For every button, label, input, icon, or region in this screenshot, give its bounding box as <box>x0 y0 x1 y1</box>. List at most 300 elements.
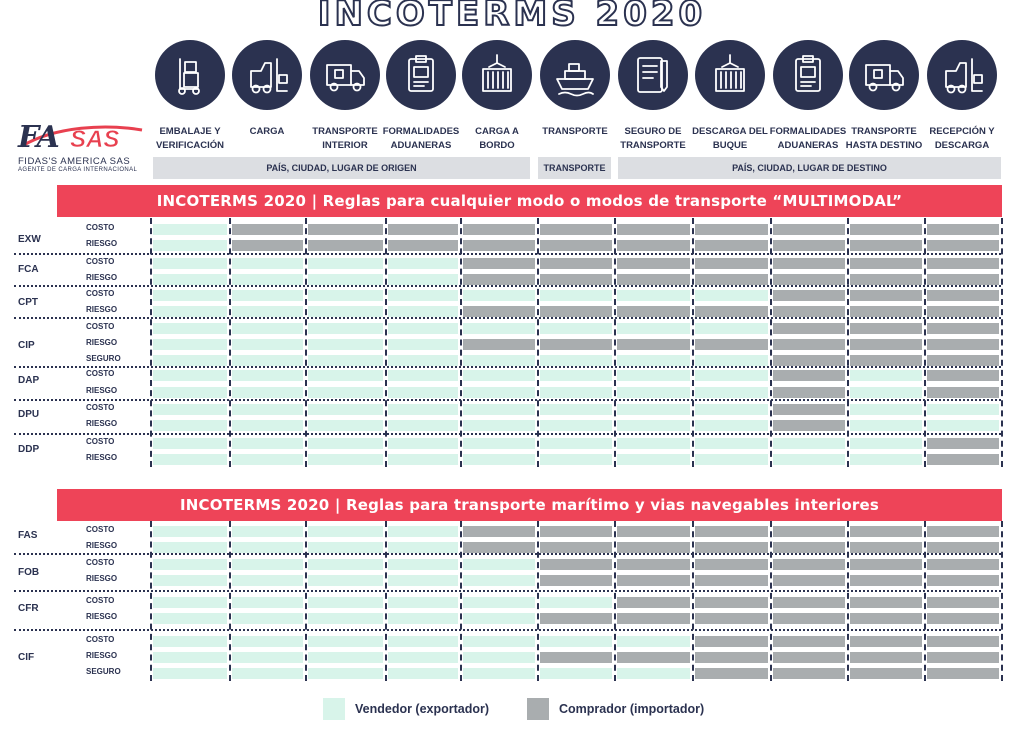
seller-cell <box>388 323 458 334</box>
seller-cell <box>540 323 612 334</box>
buyer-cell <box>617 224 690 235</box>
seller-cell <box>232 420 303 431</box>
seller-cell <box>388 306 458 317</box>
seller-cell <box>463 404 535 415</box>
buyer-cell <box>773 370 845 381</box>
buyer-cell <box>388 224 458 235</box>
seller-cell <box>153 274 227 285</box>
buyer-cell <box>773 526 845 537</box>
seller-cell <box>388 355 458 366</box>
row-label: RIESGO <box>86 419 118 428</box>
incoterm-code: DAP <box>18 375 40 386</box>
buyer-cell <box>773 355 845 366</box>
buyer-cell <box>617 613 690 624</box>
buyer-cell <box>540 542 612 553</box>
buyer-cell <box>540 526 612 537</box>
row-label: RIESGO <box>86 612 118 621</box>
buyer-cell <box>773 339 845 350</box>
grid-vline <box>847 218 849 467</box>
seller-cell <box>153 575 227 586</box>
seller-cell <box>388 290 458 301</box>
seller-cell <box>308 652 383 663</box>
seller-cell <box>232 438 303 449</box>
seller-cell <box>232 542 303 553</box>
incoterm-code: DPU <box>18 409 40 420</box>
seller-cell <box>463 613 535 624</box>
legend-buyer-swatch <box>527 698 549 720</box>
term-separator <box>14 629 1001 631</box>
buyer-cell <box>540 224 612 235</box>
seller-cell <box>153 652 227 663</box>
row-label: RIESGO <box>86 338 118 347</box>
seller-cell <box>153 240 227 251</box>
seller-cell <box>850 404 922 415</box>
stage-header: TRANSPORTE <box>542 126 608 137</box>
seller-cell <box>308 559 383 570</box>
buyer-cell <box>773 575 845 586</box>
buyer-cell <box>617 542 690 553</box>
logo <box>16 122 146 174</box>
seller-cell <box>463 323 535 334</box>
seller-cell <box>153 323 227 334</box>
grid-vline <box>229 218 231 467</box>
buyer-cell <box>927 454 999 465</box>
buyer-cell <box>927 438 999 449</box>
seller-cell <box>463 420 535 431</box>
stage-header: TRANSPORTE HASTA DESTINO <box>845 126 923 151</box>
buyer-cell <box>927 542 999 553</box>
grid-vline <box>924 521 926 681</box>
seller-cell <box>463 597 535 608</box>
buyer-cell <box>617 526 690 537</box>
customs-clipboard-icon <box>773 40 843 110</box>
buyer-cell <box>927 355 999 366</box>
buyer-cell <box>927 240 999 251</box>
buyer-cell <box>927 370 999 381</box>
buyer-cell <box>540 575 612 586</box>
buyer-cell <box>695 575 768 586</box>
buyer-cell <box>850 575 922 586</box>
seller-cell <box>540 454 612 465</box>
grid-vline <box>460 521 462 681</box>
row-label: COSTO <box>86 403 115 412</box>
row-label: COSTO <box>86 558 115 567</box>
seller-cell <box>308 420 383 431</box>
seller-cell <box>773 438 845 449</box>
seller-cell <box>232 274 303 285</box>
seller-cell <box>153 306 227 317</box>
row-label: COSTO <box>86 525 115 534</box>
seller-cell <box>617 323 690 334</box>
buyer-cell <box>308 240 383 251</box>
grid-vline <box>770 218 772 467</box>
seller-cell <box>540 370 612 381</box>
seller-cell <box>463 438 535 449</box>
seller-cell <box>463 454 535 465</box>
grid-vline <box>460 218 462 467</box>
seller-cell <box>308 355 383 366</box>
seller-cell <box>388 542 458 553</box>
stage-header: FORMALIDADES ADUANERAS <box>382 126 460 151</box>
seller-cell <box>388 559 458 570</box>
stage-header: SEGURO DE TRANSPORTE <box>620 126 686 151</box>
seller-cell <box>617 636 690 647</box>
buyer-cell <box>540 258 612 269</box>
buyer-cell <box>617 597 690 608</box>
seller-cell <box>388 370 458 381</box>
seller-cell <box>308 597 383 608</box>
seller-cell <box>388 339 458 350</box>
buyer-cell <box>695 668 768 679</box>
seller-cell <box>232 559 303 570</box>
logo-mark-sas: SAS <box>70 126 120 153</box>
term-separator <box>14 317 1001 319</box>
row-label: RIESGO <box>86 574 118 583</box>
buyer-cell <box>927 575 999 586</box>
term-separator <box>14 433 1001 435</box>
buyer-cell <box>850 258 922 269</box>
buyer-cell <box>850 355 922 366</box>
logo-mark-fa: FA <box>18 120 59 155</box>
buyer-cell <box>695 597 768 608</box>
buyer-cell <box>773 387 845 398</box>
buyer-cell <box>695 613 768 624</box>
seller-cell <box>232 355 303 366</box>
row-label: COSTO <box>86 322 115 331</box>
buyer-cell <box>617 339 690 350</box>
seller-cell <box>540 636 612 647</box>
seller-cell <box>695 454 768 465</box>
buyer-cell <box>540 240 612 251</box>
seller-cell <box>153 258 227 269</box>
buyer-cell <box>927 224 999 235</box>
incoterm-code: CIP <box>18 340 35 351</box>
seller-cell <box>153 224 227 235</box>
location-group-bar: PAÍS, CIUDAD, LUGAR DE ORIGEN <box>153 157 530 179</box>
row-label: RIESGO <box>86 273 118 282</box>
grid-vline <box>385 218 387 467</box>
seller-cell <box>388 387 458 398</box>
grid-vline <box>847 521 849 681</box>
seller-cell <box>232 454 303 465</box>
seller-cell <box>617 668 690 679</box>
seller-cell <box>850 454 922 465</box>
buyer-cell <box>927 559 999 570</box>
seller-cell <box>232 652 303 663</box>
buyer-cell <box>773 597 845 608</box>
truck-icon <box>849 40 919 110</box>
buyer-cell <box>927 636 999 647</box>
buyer-cell <box>695 339 768 350</box>
buyer-cell <box>540 339 612 350</box>
page-title: INCOTERMS 2020 <box>317 0 707 34</box>
location-group-bar: PAÍS, CIUDAD, LUGAR DE DESTINO <box>618 157 1001 179</box>
seller-cell <box>153 526 227 537</box>
seller-cell <box>308 438 383 449</box>
seller-cell <box>540 355 612 366</box>
stage-header: TRANSPORTE INTERIOR <box>312 126 378 151</box>
incoterm-code: DDP <box>18 444 40 455</box>
buyer-cell <box>773 420 845 431</box>
seller-cell <box>927 420 999 431</box>
seller-cell <box>308 526 383 537</box>
grid-vline <box>770 521 772 681</box>
seller-cell <box>308 323 383 334</box>
buyer-cell <box>540 613 612 624</box>
seller-cell <box>153 438 227 449</box>
seller-cell <box>617 420 690 431</box>
buyer-cell <box>927 613 999 624</box>
logo-tagline: AGENTE DE CARGA INTERNACIONAL <box>18 167 138 173</box>
seller-cell <box>308 258 383 269</box>
seller-cell <box>850 387 922 398</box>
legend-seller-label: Vendedor (exportador) <box>355 702 490 716</box>
seller-cell <box>388 575 458 586</box>
buyer-cell <box>773 323 845 334</box>
seller-cell <box>540 420 612 431</box>
buyer-cell <box>850 224 922 235</box>
buyer-cell <box>850 668 922 679</box>
buyer-cell <box>463 224 535 235</box>
buyer-cell <box>773 306 845 317</box>
seller-cell <box>388 668 458 679</box>
crane-container-icon <box>695 40 765 110</box>
stage-header: CARGA <box>249 126 285 137</box>
seller-cell <box>232 387 303 398</box>
seller-cell <box>153 355 227 366</box>
seller-cell <box>153 454 227 465</box>
buyer-cell <box>927 387 999 398</box>
row-label: COSTO <box>86 257 115 266</box>
buyer-cell <box>773 274 845 285</box>
seller-cell <box>232 526 303 537</box>
buyer-cell <box>850 652 922 663</box>
buyer-cell <box>232 240 303 251</box>
seller-cell <box>463 575 535 586</box>
buyer-cell <box>773 542 845 553</box>
buyer-cell <box>773 636 845 647</box>
buyer-cell <box>773 559 845 570</box>
seller-cell <box>850 438 922 449</box>
buyer-cell <box>927 652 999 663</box>
buyer-cell <box>695 559 768 570</box>
buyer-cell <box>617 274 690 285</box>
buyer-cell <box>695 526 768 537</box>
buyer-cell <box>850 323 922 334</box>
seller-cell <box>695 290 768 301</box>
buyer-cell <box>695 636 768 647</box>
seller-cell <box>153 290 227 301</box>
forklift-icon <box>927 40 997 110</box>
buyer-cell <box>695 274 768 285</box>
buyer-cell <box>850 613 922 624</box>
seller-cell <box>308 542 383 553</box>
seller-cell <box>308 668 383 679</box>
seller-cell <box>463 290 535 301</box>
buyer-cell <box>927 339 999 350</box>
buyer-cell <box>463 542 535 553</box>
seller-cell <box>617 387 690 398</box>
buyer-cell <box>850 274 922 285</box>
seller-cell <box>232 597 303 608</box>
buyer-cell <box>850 290 922 301</box>
seller-cell <box>850 420 922 431</box>
seller-cell <box>232 370 303 381</box>
legend-buyer-label: Comprador (importador) <box>559 702 705 716</box>
seller-cell <box>308 636 383 647</box>
seller-cell <box>232 339 303 350</box>
row-label: RIESGO <box>86 541 118 550</box>
seller-cell <box>153 636 227 647</box>
location-group-bar: TRANSPORTE <box>538 157 611 179</box>
buyer-cell <box>695 258 768 269</box>
seller-cell <box>308 339 383 350</box>
customs-clipboard-icon <box>386 40 456 110</box>
section-banner: INCOTERMS 2020 | Reglas para transporte marítimo y vias navegables interiores <box>57 489 1002 521</box>
buyer-cell <box>773 652 845 663</box>
seller-cell <box>388 652 458 663</box>
logo-company: FIDAS'S AMERICA SAS <box>18 156 131 167</box>
seller-cell <box>308 290 383 301</box>
section-banner: INCOTERMS 2020 | Reglas para cualquier modo o modos de transporte “MULTIMODAL” <box>57 185 1002 217</box>
seller-cell <box>308 387 383 398</box>
row-label: COSTO <box>86 596 115 605</box>
grid-vline <box>229 521 231 681</box>
buyer-cell <box>927 323 999 334</box>
buyer-cell <box>463 258 535 269</box>
grid-vline <box>614 521 616 681</box>
buyer-cell <box>463 274 535 285</box>
incoterm-code: FOB <box>18 567 40 578</box>
grid-vline <box>150 218 152 467</box>
term-separator <box>14 285 1001 287</box>
seller-cell <box>773 454 845 465</box>
grid-vline <box>537 218 539 467</box>
row-label: SEGURO <box>86 354 121 363</box>
hand-truck-box-icon <box>155 40 225 110</box>
truck-icon <box>310 40 380 110</box>
buyer-cell <box>695 542 768 553</box>
insurance-document-icon <box>618 40 688 110</box>
seller-cell <box>388 438 458 449</box>
buyer-cell <box>617 258 690 269</box>
seller-cell <box>388 404 458 415</box>
crane-container-icon <box>462 40 532 110</box>
buyer-cell <box>695 224 768 235</box>
seller-cell <box>388 636 458 647</box>
seller-cell <box>695 438 768 449</box>
buyer-cell <box>232 224 303 235</box>
incoterm-code: EXW <box>18 234 41 245</box>
row-label: SEGURO <box>86 667 121 676</box>
stage-header: RECEPCIÓN Y DESCARGA <box>929 126 995 151</box>
seller-cell <box>540 438 612 449</box>
term-separator <box>14 590 1001 592</box>
grid-vline <box>692 521 694 681</box>
seller-cell <box>388 258 458 269</box>
buyer-cell <box>463 339 535 350</box>
grid-vline <box>692 218 694 467</box>
seller-cell <box>388 597 458 608</box>
incoterm-code: FAS <box>18 530 38 541</box>
legend-seller-swatch <box>323 698 345 720</box>
buyer-cell <box>927 597 999 608</box>
buyer-cell <box>463 306 535 317</box>
buyer-cell <box>850 636 922 647</box>
seller-cell <box>153 404 227 415</box>
buyer-cell <box>617 306 690 317</box>
buyer-cell <box>695 306 768 317</box>
stage-header: DESCARGA DEL BUQUE <box>692 126 768 151</box>
buyer-cell <box>695 240 768 251</box>
seller-cell <box>850 370 922 381</box>
seller-cell <box>232 575 303 586</box>
seller-cell <box>308 575 383 586</box>
buyer-cell <box>773 224 845 235</box>
seller-cell <box>232 258 303 269</box>
seller-cell <box>388 526 458 537</box>
grid-vline <box>614 218 616 467</box>
row-label: COSTO <box>86 289 115 298</box>
seller-cell <box>695 420 768 431</box>
buyer-cell <box>850 339 922 350</box>
seller-cell <box>540 404 612 415</box>
buyer-cell <box>850 559 922 570</box>
row-label: RIESGO <box>86 386 118 395</box>
incoterm-code: CFR <box>18 603 39 614</box>
buyer-cell <box>388 240 458 251</box>
seller-cell <box>463 668 535 679</box>
seller-cell <box>617 454 690 465</box>
seller-cell <box>617 290 690 301</box>
ship-icon <box>540 40 610 110</box>
buyer-cell <box>617 575 690 586</box>
row-label: COSTO <box>86 437 115 446</box>
buyer-cell <box>927 526 999 537</box>
seller-cell <box>388 274 458 285</box>
seller-cell <box>232 404 303 415</box>
buyer-cell <box>463 240 535 251</box>
buyer-cell <box>540 652 612 663</box>
buyer-cell <box>850 542 922 553</box>
seller-cell <box>153 668 227 679</box>
buyer-cell <box>850 306 922 317</box>
buyer-cell <box>617 559 690 570</box>
seller-cell <box>617 370 690 381</box>
seller-cell <box>617 404 690 415</box>
seller-cell <box>695 323 768 334</box>
seller-cell <box>153 559 227 570</box>
seller-cell <box>540 290 612 301</box>
buyer-cell <box>695 652 768 663</box>
seller-cell <box>153 613 227 624</box>
buyer-cell <box>540 306 612 317</box>
buyer-cell <box>463 526 535 537</box>
row-label: COSTO <box>86 369 115 378</box>
seller-cell <box>308 454 383 465</box>
term-separator <box>14 253 1001 255</box>
seller-cell <box>308 613 383 624</box>
grid-vline <box>150 521 152 681</box>
seller-cell <box>463 387 535 398</box>
seller-cell <box>463 636 535 647</box>
incoterm-code: CPT <box>18 297 38 308</box>
term-separator <box>14 399 1001 401</box>
stage-header: CARGA A BORDO <box>475 126 519 151</box>
seller-cell <box>308 404 383 415</box>
buyer-cell <box>308 224 383 235</box>
buyer-cell <box>540 274 612 285</box>
